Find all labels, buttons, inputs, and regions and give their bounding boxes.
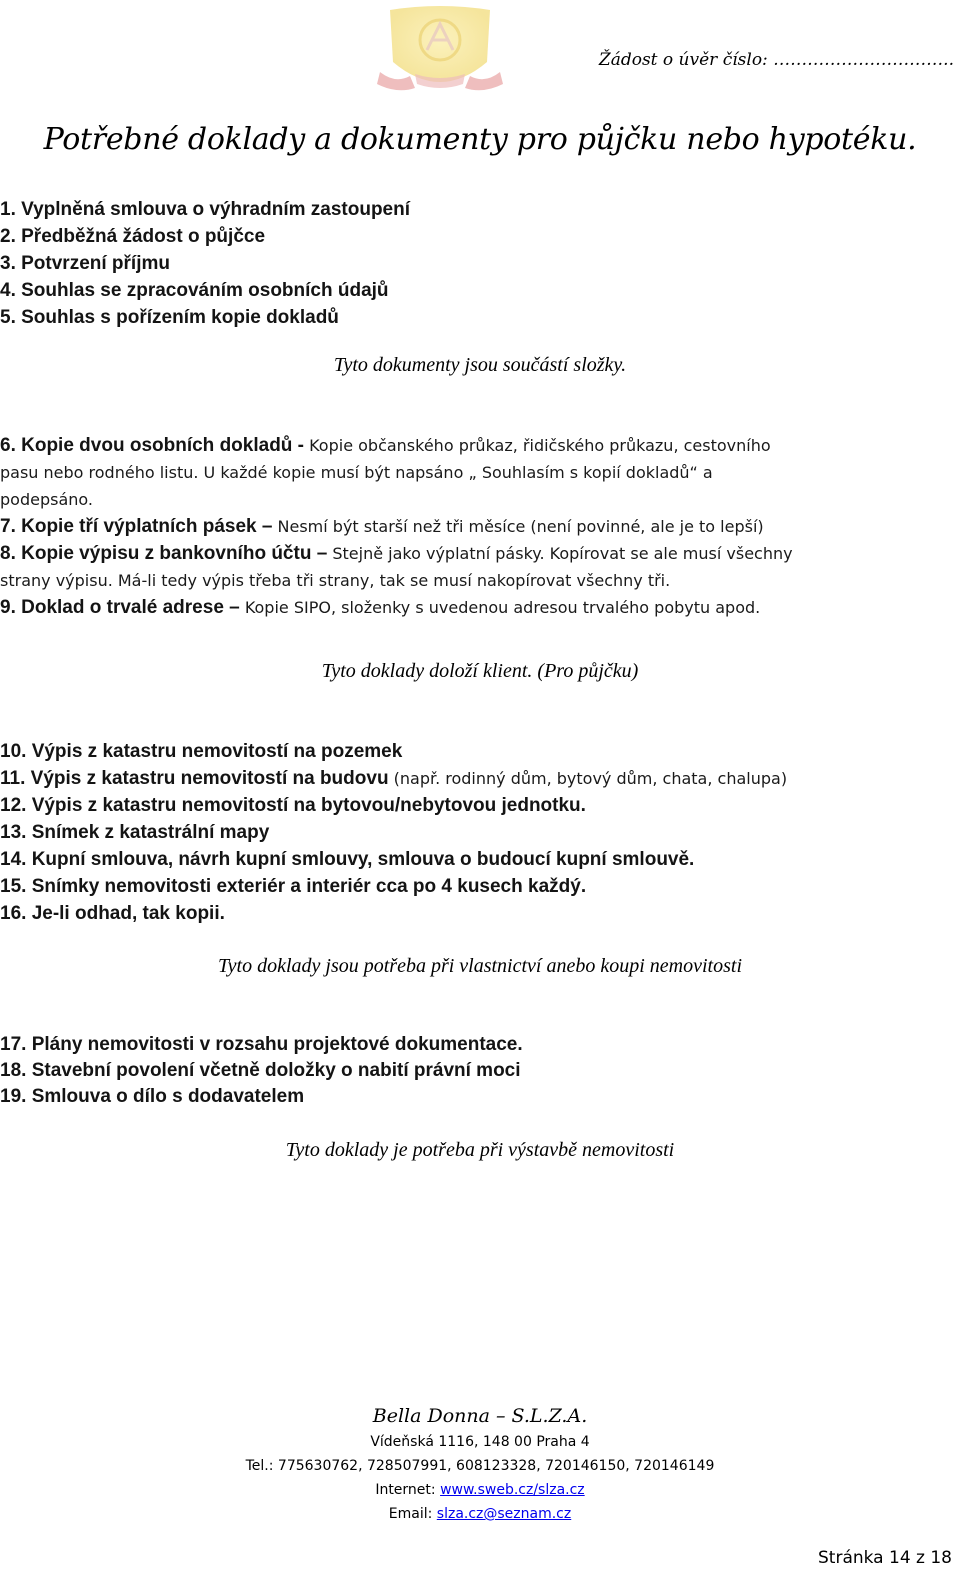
- list-item: 2. Předběžná žádost o půjčce: [0, 226, 266, 247]
- section-note-2: Tyto doklady doloží klient. (Pro půjčku): [321, 660, 639, 682]
- list-item: 9. Doklad o trvalé adrese – Kopie SIPO, složenky s uvedenou adresou trvalého pobytu apod.: [0, 597, 761, 618]
- email-link[interactable]: slza.cz@seznam.cz: [436, 1506, 572, 1522]
- list-item: 11. Výpis z katastru nemovitostí na budovu (např. rodinný dům, bytový dům, chata, chalupa): [0, 768, 788, 789]
- list-item: 6. Kopie dvou osobních dokladů - Kopie občanského průkaz, řidičského průkazu, cestovního: [0, 435, 771, 456]
- list-item: 15. Snímky nemovitosti exteriér a interiér cca po 4 kusech každý.: [0, 876, 587, 897]
- company-logo-icon: [375, 2, 505, 94]
- list-item-continuation: pasu nebo rodného listu. U každé kopie musí být napsáno „ Souhlasím s kopií dokladů“ a: [0, 463, 713, 482]
- section-note-4: Tyto doklady je potřeba při výstavbě nemovitosti: [285, 1139, 675, 1161]
- list-item: 1. Vyplněná smlouva o výhradním zastoupení: [0, 199, 411, 220]
- list-item: 5. Souhlas s pořízením kopie dokladů: [0, 307, 339, 328]
- section-note-3: Tyto doklady jsou potřeba při vlastnictví anebo koupi nemovitosti: [218, 955, 742, 977]
- list-item: 4. Souhlas se zpracováním osobních údajů: [0, 280, 389, 301]
- list-item: 8. Kopie výpisu z bankovního účtu – Stejně jako výplatní pásky. Kopírovat se ale musí všechny: [0, 543, 793, 564]
- list-item: 14. Kupní smlouva, návrh kupní smlouvy, smlouva o budoucí kupní smlouvě.: [0, 849, 695, 870]
- list-item: 16. Je-li odhad, tak kopii.: [0, 903, 225, 924]
- list-item: 3. Potvrzení příjmu: [0, 253, 170, 274]
- list-item: 12. Výpis z katastru nemovitostí na bytovou/nebytovou jednotku.: [0, 795, 586, 816]
- document-list-2: [0, 433, 952, 622]
- list-item: 10. Výpis z katastru nemovitostí na pozemek: [0, 741, 403, 762]
- list-item: 17. Plány nemovitosti v rozsahu projektové dokumentace.: [0, 1034, 523, 1055]
- company-internet: Internet: www.sweb.cz/slza.cz: [375, 1482, 585, 1498]
- page-footer: [0, 1402, 960, 1526]
- company-address: Vídeňská 1116, 148 00 Praha 4: [370, 1434, 590, 1450]
- company-email: Email: slza.cz@seznam.cz: [388, 1506, 572, 1522]
- list-item: 19. Smlouva o dílo s dodavatelem: [0, 1086, 305, 1107]
- list-item-continuation: strany výpisu. Má-li tedy výpis třeba tři strany, tak se musí nakopírovat všechny tři.: [0, 571, 671, 590]
- list-item: 18. Stavební povolení včetně doložky o nabití právní moci: [0, 1060, 521, 1081]
- document-list-4: [0, 1032, 523, 1110]
- application-number-label: Žádost o úvěr číslo: …………………………..: [598, 50, 954, 70]
- list-item: 13. Snímek z katastrální mapy: [0, 822, 270, 843]
- company-phones: Tel.: 775630762, 728507991, 608123328, 720146150, 720146149: [245, 1458, 715, 1474]
- document-list-1: [0, 196, 410, 331]
- document-list-3: [0, 738, 787, 927]
- page-title: Potřebné doklady a dokumenty pro půjčku nebo hypotéku.: [43, 122, 917, 157]
- website-link[interactable]: www.sweb.cz/slza.cz: [440, 1482, 585, 1498]
- company-name: Bella Donna – S.L.Z.A.: [372, 1405, 588, 1427]
- list-item-continuation: podepsáno.: [0, 490, 93, 509]
- list-item: 7. Kopie tří výplatních pásek – Nesmí být starší než tři měsíce (není povinné, ale je to lepší): [0, 516, 764, 537]
- page-number: Stránka 14 z 18: [818, 1548, 952, 1568]
- section-note-1: Tyto dokumenty jsou součástí složky.: [333, 354, 627, 376]
